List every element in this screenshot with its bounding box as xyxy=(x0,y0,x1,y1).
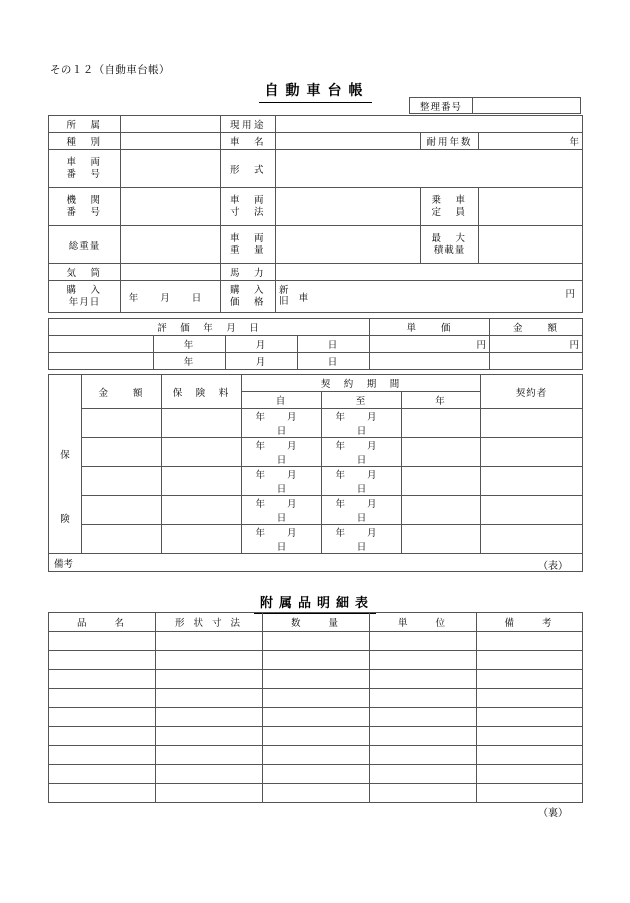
attachments-cell[interactable] xyxy=(156,632,263,651)
capacity-label xyxy=(421,188,479,226)
gross-weight-label: 総重量 xyxy=(49,226,121,264)
insurance-row-0-to[interactable] xyxy=(322,409,402,438)
insurance-side-label-top: 保 xyxy=(60,449,70,461)
valuation-table xyxy=(48,318,583,370)
vehicle-weight-label-line1: 車 両 xyxy=(230,233,267,245)
attachments-cell[interactable] xyxy=(263,765,370,784)
insurance-row-0-from[interactable] xyxy=(242,409,322,438)
affiliation-field[interactable] xyxy=(121,116,221,133)
insurance-row-1-from-month: 月 xyxy=(287,441,297,452)
insurance-row-1-from-year: 年 xyxy=(255,441,265,452)
attachments-cell[interactable] xyxy=(156,746,263,765)
insurance-row-4-contractor[interactable] xyxy=(481,525,583,554)
attachments-cell[interactable] xyxy=(263,670,370,689)
model-field[interactable] xyxy=(276,150,583,188)
valuation-row-0-spacer[interactable] xyxy=(49,336,154,353)
attachments-cell[interactable] xyxy=(370,632,477,651)
purchase-date-ymd xyxy=(129,290,213,304)
horsepower-field[interactable] xyxy=(276,264,583,281)
attachments-cell[interactable] xyxy=(49,784,156,803)
insurance-row-4-from-day: 日 xyxy=(276,542,287,553)
attachments-header-remarks: 備 考 xyxy=(477,613,583,632)
insurance-row-1-years[interactable] xyxy=(402,438,481,467)
attachments-cell[interactable] xyxy=(156,689,263,708)
max-load-label-line2: 積載量 xyxy=(433,244,466,256)
max-load-label xyxy=(421,226,479,264)
back-side-mark: （裏） xyxy=(538,808,568,819)
engine-number-label-line2: 番 号 xyxy=(66,206,103,218)
insurance-row-3-contractor[interactable] xyxy=(481,496,583,525)
cylinder-label: 気 筒 xyxy=(49,264,121,281)
insurance-row-0-from-year: 年 xyxy=(255,412,265,423)
insurance-row-0-contractor[interactable] xyxy=(481,409,583,438)
attachments-header-quantity: 数 量 xyxy=(263,613,370,632)
insurance-row-4-to-year: 年 xyxy=(335,528,345,539)
new-label: 新 xyxy=(279,284,289,296)
insurance-row-1-from[interactable] xyxy=(242,438,322,467)
valuation-row-0-year[interactable]: 年 xyxy=(154,336,226,353)
insurance-row-3-from-day: 日 xyxy=(276,513,287,524)
attachments-cell[interactable] xyxy=(477,689,583,708)
purchase-price-label-line2: 価 格 xyxy=(230,296,267,308)
attachments-cell[interactable] xyxy=(263,651,370,670)
car-name-field[interactable] xyxy=(276,133,421,150)
attachments-cell[interactable] xyxy=(477,727,583,746)
max-load-label-line1: 最 大 xyxy=(431,233,468,245)
insurance-row-2-years[interactable] xyxy=(402,467,481,496)
insurance-row-0-from-month: 月 xyxy=(287,412,297,423)
attachments-table xyxy=(48,612,583,803)
period-from-header: 自 xyxy=(242,392,322,409)
attachments-cell[interactable] xyxy=(49,632,156,651)
category-field[interactable] xyxy=(121,133,221,150)
reference-number-field[interactable] xyxy=(473,98,580,113)
attachments-cell[interactable] xyxy=(477,670,583,689)
capacity-field[interactable] xyxy=(479,188,583,226)
insurance-row-3-to-month: 月 xyxy=(367,499,377,510)
table-row xyxy=(49,226,583,264)
insurance-row-2-to-year: 年 xyxy=(335,470,345,481)
table-row xyxy=(49,336,583,353)
current-use-label: 現用途 xyxy=(221,116,276,133)
attachments-cell[interactable] xyxy=(370,670,477,689)
dimensions-label-line1: 車 両 xyxy=(230,195,267,207)
contractor-header: 契約者 xyxy=(481,375,583,409)
valuation-row-0-amount[interactable] xyxy=(490,336,583,353)
remarks-label: 備考 xyxy=(54,558,74,570)
purchase-date-year: 年 xyxy=(128,292,139,304)
insurance-side-label xyxy=(49,375,82,554)
valuation-row-0-day[interactable]: 日 xyxy=(298,336,370,353)
valuation-row-1-year[interactable]: 年 xyxy=(154,353,226,370)
insurance-row-0-to-day: 日 xyxy=(356,426,367,437)
page-title-text: 自動車台帳 xyxy=(259,80,372,103)
attachments-cell[interactable] xyxy=(49,746,156,765)
insurance-row-0-premium[interactable] xyxy=(162,409,242,438)
valuation-row-1-amount[interactable] xyxy=(490,353,583,370)
insurance-row-2-to-day: 日 xyxy=(356,484,367,495)
insurance-row-1-premium[interactable] xyxy=(162,438,242,467)
table-row xyxy=(49,375,583,392)
table-row xyxy=(49,150,583,188)
capacity-label-line2: 定 員 xyxy=(431,206,468,218)
amount-header: 金 額 xyxy=(490,319,583,336)
insurance-row-0-to-year: 年 xyxy=(335,412,345,423)
attachments-cell[interactable] xyxy=(49,689,156,708)
table-row xyxy=(49,409,583,438)
insurance-row-2-from-day: 日 xyxy=(276,484,287,495)
attachments-cell[interactable] xyxy=(370,727,477,746)
cylinder-field[interactable] xyxy=(121,264,221,281)
vehicle-number-label-line1: 車 両 xyxy=(66,157,103,169)
table-row xyxy=(49,689,583,708)
insurance-row-1-to[interactable] xyxy=(322,438,402,467)
valuation-row-0-unit-price-unit: 円 xyxy=(476,340,487,351)
attachments-cell[interactable] xyxy=(263,708,370,727)
attachments-cell[interactable] xyxy=(156,727,263,746)
insurance-row-4-from-year: 年 xyxy=(255,528,265,539)
unit-price-header: 単 価 xyxy=(370,319,490,336)
purchase-date-label xyxy=(49,281,121,313)
table-row xyxy=(49,438,583,467)
valuation-row-0-unit-price[interactable] xyxy=(370,336,490,353)
purchase-date-label-line1: 購 入 xyxy=(66,285,103,297)
table-row xyxy=(49,353,583,370)
insurance-row-1-contractor[interactable] xyxy=(481,438,583,467)
insurance-row-3-from-year: 年 xyxy=(255,499,265,510)
old-label: 旧 xyxy=(279,295,289,307)
attachments-cell[interactable] xyxy=(263,689,370,708)
insurance-row-1-from-day: 日 xyxy=(276,455,287,466)
insurance-row-4-premium[interactable] xyxy=(162,525,242,554)
reference-number-label: 整理番号 xyxy=(410,98,473,113)
car-label: 車 xyxy=(298,292,309,304)
attachments-header-dimensions: 形 状 寸 法 xyxy=(156,613,263,632)
attachments-cell[interactable] xyxy=(156,651,263,670)
table-row xyxy=(49,784,583,803)
table-row xyxy=(49,264,583,281)
attachments-cell[interactable] xyxy=(370,746,477,765)
vehicle-ledger-table xyxy=(48,115,583,313)
insurance-row-2-from-year: 年 xyxy=(255,470,265,481)
valuation-row-1-spacer[interactable] xyxy=(49,353,154,370)
attachments-cell[interactable] xyxy=(49,765,156,784)
engine-number-label-line1: 機 関 xyxy=(66,195,103,207)
purchase-date-label-line2: 年月日 xyxy=(68,296,101,308)
insurance-row-2-to[interactable] xyxy=(322,467,402,496)
dimensions-label-line2: 寸 法 xyxy=(230,206,267,218)
table-row xyxy=(49,554,583,572)
affiliation-label: 所 属 xyxy=(49,116,121,133)
max-load-field[interactable] xyxy=(479,226,583,264)
insurance-row-4-to-day: 日 xyxy=(356,542,367,553)
insurance-row-2-premium[interactable] xyxy=(162,467,242,496)
insurance-row-2-amount[interactable] xyxy=(82,467,162,496)
vehicle-number-label-line2: 番 号 xyxy=(66,168,103,180)
purchase-price-unit: 円 xyxy=(565,288,576,300)
vehicle-number-label xyxy=(49,150,121,188)
purchase-date-month: 月 xyxy=(160,292,170,304)
insurance-row-4-from-month: 月 xyxy=(287,528,297,539)
attachments-cell[interactable] xyxy=(477,708,583,727)
insurance-row-2-to-month: 月 xyxy=(367,470,377,481)
table-row xyxy=(49,319,583,336)
insurance-row-0-to-month: 月 xyxy=(367,412,377,423)
useful-life-unit: 年 xyxy=(569,137,580,148)
table-header-row xyxy=(49,613,583,632)
purchase-date-day: 日 xyxy=(191,292,202,304)
table-row xyxy=(49,765,583,784)
table-row xyxy=(49,188,583,226)
attachments-cell[interactable] xyxy=(370,651,477,670)
table-row xyxy=(49,708,583,727)
useful-life-label: 耐用年数 xyxy=(421,133,479,150)
insurance-row-0-years[interactable] xyxy=(402,409,481,438)
insurance-row-3-to-day: 日 xyxy=(356,513,367,524)
attachments-cell[interactable] xyxy=(156,670,263,689)
insurance-row-0-from-day: 日 xyxy=(276,426,287,437)
model-label: 形 式 xyxy=(221,150,276,188)
insurance-row-1-amount[interactable] xyxy=(82,438,162,467)
form-number: その１２（自動車台帳） xyxy=(50,64,170,76)
table-row xyxy=(49,670,583,689)
insurance-row-3-to-year: 年 xyxy=(335,499,345,510)
attachments-cell[interactable] xyxy=(263,784,370,803)
insurance-row-2-from[interactable] xyxy=(242,467,322,496)
insurance-row-4-from[interactable] xyxy=(242,525,322,554)
attachments-cell[interactable] xyxy=(370,708,477,727)
purchase-price-field[interactable] xyxy=(276,281,583,313)
insurance-row-2-contractor[interactable] xyxy=(481,467,583,496)
attachments-cell[interactable] xyxy=(477,651,583,670)
attachments-cell[interactable] xyxy=(49,670,156,689)
purchase-price-label xyxy=(221,281,276,313)
vehicle-weight-label xyxy=(221,226,276,264)
insurance-row-1-to-year: 年 xyxy=(335,441,345,452)
attachments-cell[interactable] xyxy=(370,765,477,784)
table-row xyxy=(49,632,583,651)
engine-number-field[interactable] xyxy=(121,188,221,226)
attachments-cell[interactable] xyxy=(477,765,583,784)
dimensions-field[interactable] xyxy=(276,188,421,226)
valuation-row-1-unit-price[interactable] xyxy=(370,353,490,370)
insurance-premium-header: 保 険 料 xyxy=(162,375,242,409)
insurance-row-3-from-month: 月 xyxy=(287,499,297,510)
insurance-amount-header: 金 額 xyxy=(82,375,162,409)
purchase-price-label-line1: 購 入 xyxy=(230,285,267,297)
insurance-row-3-from[interactable] xyxy=(242,496,322,525)
insurance-row-2-from-month: 月 xyxy=(287,470,297,481)
insurance-table xyxy=(48,374,583,572)
insurance-row-1-to-month: 月 xyxy=(367,441,377,452)
valuation-date-header: 評 価 年 月 日 xyxy=(49,319,370,336)
attachments-cell[interactable] xyxy=(49,727,156,746)
insurance-row-4-years[interactable] xyxy=(402,525,481,554)
attachments-cell[interactable] xyxy=(263,746,370,765)
attachments-cell[interactable] xyxy=(49,708,156,727)
horsepower-label: 馬 力 xyxy=(221,264,276,281)
attachments-cell[interactable] xyxy=(156,784,263,803)
table-row xyxy=(49,746,583,765)
insurance-row-4-to[interactable] xyxy=(322,525,402,554)
attachments-cell[interactable] xyxy=(477,784,583,803)
attachments-cell[interactable] xyxy=(156,765,263,784)
attachments-header-unit: 単 位 xyxy=(370,613,477,632)
insurance-row-3-years[interactable] xyxy=(402,496,481,525)
table-row xyxy=(49,496,583,525)
category-label: 種 別 xyxy=(49,133,121,150)
table-row xyxy=(49,525,583,554)
attachments-cell[interactable] xyxy=(263,632,370,651)
attachments-cell[interactable] xyxy=(370,689,477,708)
car-name-label: 車 名 xyxy=(221,133,276,150)
attachments-header-name: 品 名 xyxy=(49,613,156,632)
insurance-row-3-premium[interactable] xyxy=(162,496,242,525)
table-row xyxy=(49,467,583,496)
valuation-row-0-month[interactable]: 月 xyxy=(226,336,298,353)
attachments-title-text: 附属品明細表 xyxy=(254,592,376,614)
period-years-header: 年 xyxy=(402,392,481,409)
attachments-cell[interactable] xyxy=(156,708,263,727)
vehicle-weight-field[interactable] xyxy=(276,226,421,264)
insurance-side-label-bottom: 険 xyxy=(60,514,70,525)
purchase-date-field[interactable] xyxy=(121,281,221,313)
table-row xyxy=(49,727,583,746)
reference-number-box xyxy=(409,97,581,114)
remarks-cell[interactable] xyxy=(49,554,583,572)
table-row xyxy=(49,281,583,313)
insurance-row-3-amount[interactable] xyxy=(82,496,162,525)
insurance-row-4-amount[interactable] xyxy=(82,525,162,554)
attachments-cell[interactable] xyxy=(477,632,583,651)
attachments-cell[interactable] xyxy=(477,746,583,765)
new-old-toggle[interactable] xyxy=(279,286,289,307)
insurance-row-1-to-day: 日 xyxy=(356,455,367,466)
valuation-row-1-day[interactable]: 日 xyxy=(298,353,370,370)
attachments-cell[interactable] xyxy=(370,784,477,803)
table-row xyxy=(49,651,583,670)
attachments-cell[interactable] xyxy=(263,727,370,746)
contract-period-header: 契 約 期 間 xyxy=(242,375,481,392)
insurance-row-3-to[interactable] xyxy=(322,496,402,525)
engine-number-label xyxy=(49,188,121,226)
valuation-row-1-month[interactable]: 月 xyxy=(226,353,298,370)
vehicle-weight-label-line2: 重 量 xyxy=(230,244,267,256)
dimensions-label xyxy=(221,188,276,226)
insurance-row-4-to-month: 月 xyxy=(367,528,377,539)
insurance-row-0-amount[interactable] xyxy=(82,409,162,438)
attachments-title xyxy=(0,592,630,614)
period-to-header: 至 xyxy=(322,392,402,409)
attachments-cell[interactable] xyxy=(49,651,156,670)
valuation-row-0-amount-unit: 円 xyxy=(569,340,580,351)
useful-life-field[interactable] xyxy=(479,133,583,150)
front-side-mark: （表） xyxy=(538,561,568,572)
vehicle-number-field[interactable] xyxy=(121,150,221,188)
table-row xyxy=(49,133,583,150)
capacity-label-line1: 乗 車 xyxy=(431,195,468,207)
table-row xyxy=(49,116,583,133)
current-use-field[interactable] xyxy=(276,116,583,133)
gross-weight-field[interactable] xyxy=(121,226,221,264)
